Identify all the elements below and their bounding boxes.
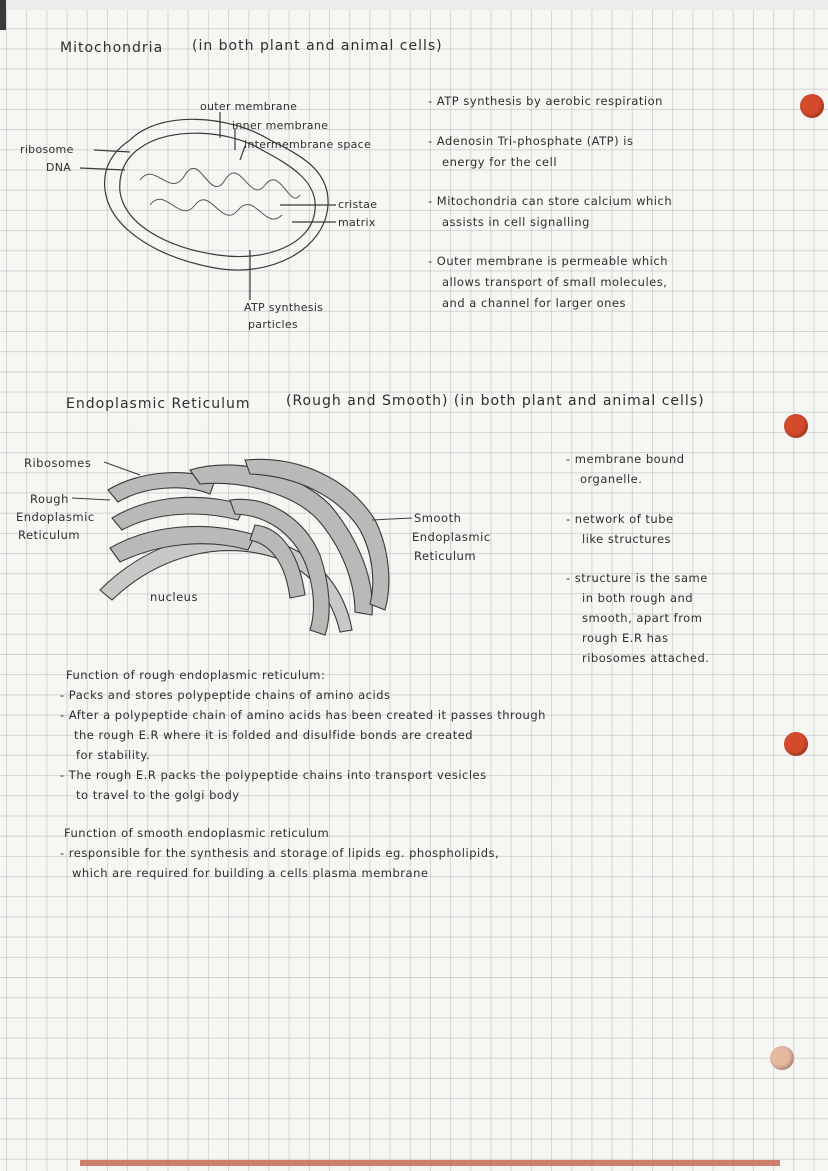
- er-note: - membrane bound: [566, 452, 685, 466]
- er-note: ribosomes attached.: [582, 651, 710, 665]
- smooth-er-tube: [230, 499, 329, 635]
- label-intermembrane-space: intermembrane space: [244, 138, 372, 151]
- label-rough: Rough: [30, 492, 69, 506]
- label-ribosomes: Ribosomes: [24, 456, 92, 470]
- smooth-function-line: - responsible for the synthesis and storage of lipids eg. phospholipids,: [60, 846, 500, 860]
- label-nucleus: nucleus: [150, 590, 198, 604]
- label-atp-synthesis: ATP synthesis: [244, 301, 324, 314]
- label-matrix: matrix: [338, 216, 376, 229]
- label-smooth-endoplasmic: Endoplasmic: [412, 530, 491, 544]
- er-note: - structure is the same: [566, 571, 708, 585]
- label-ribosome: ribosome: [20, 143, 74, 156]
- rough-function-line: - Packs and stores polypeptide chains of amino acids: [60, 688, 391, 702]
- mito-note: allows transport of small molecules,: [442, 275, 668, 289]
- rough-function-title: Function of rough endoplasmic reticulum:: [66, 668, 326, 682]
- er-note: - network of tube: [566, 512, 674, 526]
- smooth-function-title: Function of smooth endoplasmic reticulum: [64, 826, 330, 840]
- mito-title: Mitochondria: [60, 40, 164, 56]
- label-particles: particles: [248, 318, 298, 331]
- mito-note: assists in cell signalling: [442, 215, 590, 229]
- er-note: smooth, apart from: [582, 611, 703, 625]
- rough-function-line: for stability.: [76, 748, 151, 762]
- rough-function-line: the rough E.R where it is folded and disulfide bonds are created: [74, 728, 474, 742]
- label-smooth: Smooth: [414, 511, 462, 525]
- label-dna: DNA: [46, 161, 72, 174]
- mito-note: - Adenosin Tri-phosphate (ATP) is: [428, 134, 634, 148]
- label-rough-reticulum: Reticulum: [18, 528, 81, 542]
- er-note: like structures: [582, 532, 672, 546]
- mito-note: and a channel for larger ones: [442, 296, 627, 310]
- mito-subtitle: (in both plant and animal cells): [192, 38, 443, 54]
- mito-note: - Outer membrane is permeable which: [428, 254, 668, 268]
- er-title: Endoplasmic Reticulum: [66, 396, 251, 412]
- rough-function-line: to travel to the golgi body: [76, 788, 240, 802]
- label-smooth-reticulum: Reticulum: [414, 549, 477, 563]
- label-outer-membrane: outer membrane: [200, 100, 298, 113]
- label-rough-endoplasmic: Endoplasmic: [16, 510, 95, 524]
- mito-note: - Mitochondria can store calcium which: [428, 194, 673, 208]
- mito-note: - ATP synthesis by aerobic respiration: [428, 94, 663, 108]
- smooth-function-line: which are required for building a cells plasma membrane: [72, 866, 429, 880]
- er-note: organelle.: [580, 472, 643, 486]
- rough-function-line: - The rough E.R packs the polypeptide chains into transport vesicles: [60, 768, 487, 782]
- label-inner-membrane: inner membrane: [232, 119, 329, 132]
- label-cristae: cristae: [338, 198, 378, 211]
- mito-note: energy for the cell: [442, 155, 558, 169]
- er-note: in both rough and: [582, 591, 694, 605]
- rough-function-line: - After a polypeptide chain of amino acids has been created it passes through: [60, 708, 546, 722]
- er-note: rough E.R has: [582, 631, 669, 645]
- er-subtitle: (Rough and Smooth) (in both plant and animal cells): [286, 393, 705, 409]
- rough-er-cisterna: [112, 497, 245, 530]
